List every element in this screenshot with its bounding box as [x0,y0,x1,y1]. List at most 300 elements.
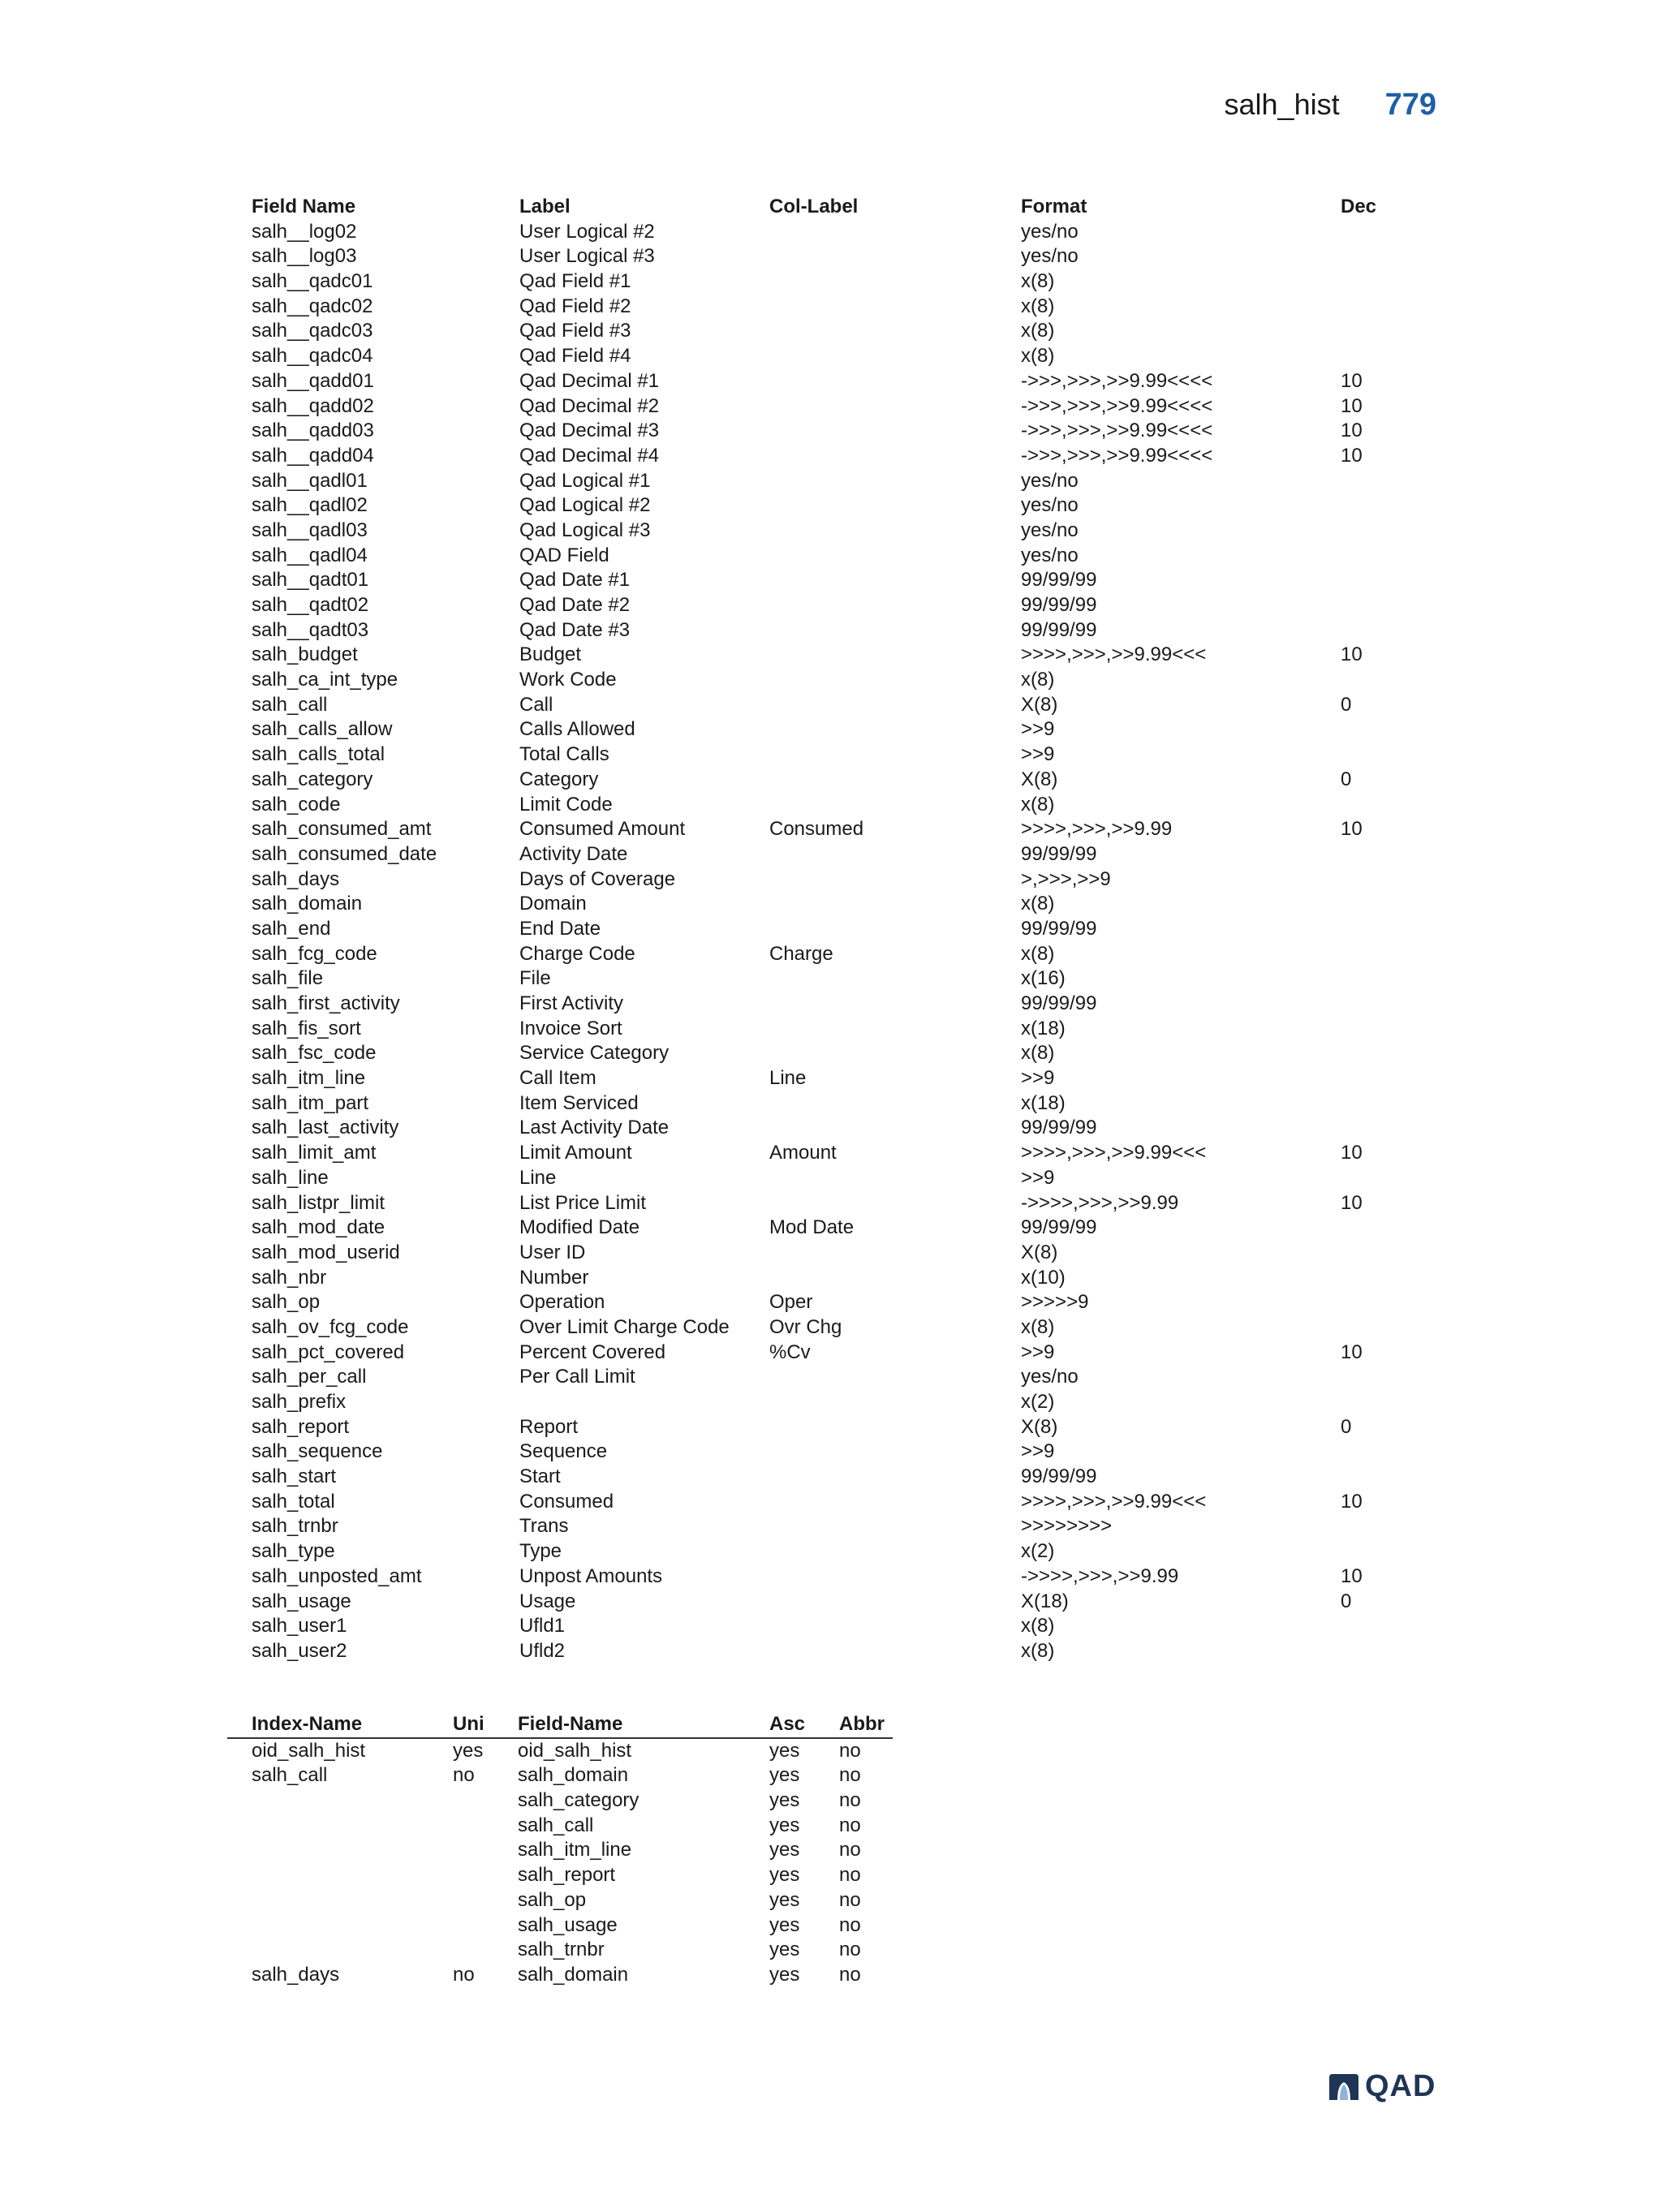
format-cell: >>9 [1021,718,1055,741]
asc-cell: yes [769,1913,800,1936]
index-table-header [227,1712,893,1739]
field-name-cell: salh__log02 [252,220,357,243]
field-name-cell: salh__qadc04 [252,345,373,368]
format-cell: ->>>,>>>,>>9.99<<<< [1021,444,1213,467]
index-field-cell: salh_itm_line [518,1839,632,1861]
index-row [227,1938,893,1963]
field-name-cell: salh__qadl04 [252,544,368,566]
format-cell: x(8) [1021,893,1055,915]
field-name-cell: salh_user1 [252,1615,347,1637]
label-cell: Usage [519,1590,576,1612]
dec-cell: 10 [1341,369,1363,392]
format-cell: 99/99/99 [1021,1216,1097,1239]
format-cell: >,>>>,>>9 [1021,867,1111,890]
index-row [227,1763,893,1788]
field-row [252,892,1428,917]
field-row [252,643,1428,668]
uni-cell: yes [453,1739,484,1762]
index-row [227,1863,893,1888]
format-cell: >>>>>9 [1021,1291,1089,1314]
field-name-cell: salh_category [252,768,373,790]
format-cell: >>9 [1021,1341,1055,1363]
field-name-cell: salh_mod_date [252,1216,385,1239]
field-row [252,1614,1428,1639]
label-cell: Qad Decimal #4 [519,444,660,467]
field-row [252,793,1428,818]
field-row [252,593,1428,618]
label-cell: Unpost Amounts [519,1564,663,1587]
format-cell: >>>>,>>>,>>9.99<<< [1021,1490,1207,1513]
format-cell: yes/no [1021,469,1079,492]
label-cell: User Logical #2 [519,220,655,243]
label-cell: Sequence [519,1440,608,1463]
label-cell: Activity Date [519,842,628,865]
field-row [252,668,1428,693]
label-cell: Over Limit Charge Code [519,1315,730,1338]
label-cell: Days of Coverage [519,867,676,890]
field-row [252,867,1428,893]
field-row [252,966,1428,992]
index-name-cell: oid_salh_hist [252,1739,366,1762]
dec-cell: 10 [1341,1341,1363,1363]
col-label-cell: Charge [769,942,833,965]
format-cell: x(2) [1021,1391,1055,1413]
field-row [252,1390,1428,1415]
field-row [252,220,1428,245]
field-row [252,1216,1428,1241]
field-name-cell: salh_report [252,1415,350,1438]
format-cell: x(8) [1021,270,1055,293]
field-name-cell: salh__qadd04 [252,444,374,467]
field-name-cell: salh_limit_amt [252,1142,377,1164]
uni-cell: no [453,1764,475,1787]
uni-cell: no [453,1963,475,1986]
field-name-cell: salh_code [252,793,341,816]
field-row [252,1639,1428,1664]
label-cell: Qad Decimal #3 [519,420,660,442]
format-cell: X(8) [1021,1241,1058,1263]
field-name-cell: salh_sequence [252,1440,383,1463]
field-name-cell: salh_file [252,967,324,990]
field-name-cell: salh_type [252,1540,335,1563]
index-field-cell: salh_report [518,1864,616,1887]
label-cell: Item Serviced [519,1091,639,1114]
abbr-cell: no [839,1963,861,1986]
field-name-cell: salh__qadl02 [252,494,368,517]
index-row [227,1814,893,1839]
format-cell: x(8) [1021,942,1055,965]
field-name-cell: salh__qadt01 [252,569,369,592]
format-cell: 99/99/99 [1021,1117,1097,1139]
header-label: Label [519,196,571,217]
label-cell: Percent Covered [519,1341,666,1363]
field-row [252,344,1428,369]
label-cell: Type [519,1540,562,1563]
field-row [252,369,1428,394]
field-row [252,1141,1428,1166]
index-table [227,1712,893,1988]
field-row [252,319,1428,344]
qad-logo [1328,2069,1436,2104]
field-row [252,768,1428,793]
abbr-cell: no [839,1939,861,1961]
field-row [252,568,1428,593]
field-table-header [252,195,1428,220]
format-cell: X(8) [1021,1415,1058,1438]
format-cell: yes/no [1021,494,1079,517]
abbr-cell: no [839,1913,861,1936]
field-row [252,942,1428,967]
format-cell: x(8) [1021,1639,1055,1662]
field-name-cell: salh_user2 [252,1639,347,1662]
label-cell: Qad Date #1 [519,569,631,592]
index-field-cell: salh_domain [518,1963,629,1986]
field-name-cell: salh_first_activity [252,992,400,1014]
format-cell: x(8) [1021,1615,1055,1637]
field-name-cell: salh__qadc02 [252,295,373,317]
format-cell: x(8) [1021,320,1055,342]
field-name-cell: salh_consumed_amt [252,818,432,841]
field-row [252,544,1428,569]
field-row [252,1341,1428,1366]
field-name-cell: salh_call [252,693,328,716]
label-cell: Qad Logical #2 [519,494,651,517]
field-row [252,295,1428,320]
dec-cell: 10 [1341,394,1363,417]
format-cell: ->>>,>>>,>>9.99<<<< [1021,394,1213,417]
label-cell: Consumed Amount [519,818,686,841]
col-label-cell: Oper [769,1291,813,1314]
field-name-cell: salh_fis_sort [252,1017,361,1039]
col-label-cell: Consumed [769,818,864,841]
label-cell: Qad Decimal #1 [519,369,660,392]
asc-cell: yes [769,1939,800,1961]
field-row [252,742,1428,768]
field-name-cell: salh__qadc03 [252,320,373,342]
format-cell: x(16) [1021,967,1066,990]
field-row [252,1116,1428,1141]
index-row [227,1888,893,1913]
header-index-name: Index-Name [252,1713,363,1735]
label-cell: First Activity [519,992,624,1014]
label-cell: Qad Date #2 [519,594,631,616]
header-dec: Dec [1341,196,1377,217]
index-field-cell: salh_category [518,1789,639,1812]
format-cell: >>9 [1021,1067,1055,1090]
abbr-cell: no [839,1764,861,1787]
field-row [252,842,1428,867]
format-cell: x(18) [1021,1091,1066,1114]
field-row [252,493,1428,519]
label-cell: Calls Allowed [519,718,635,741]
format-cell: >>9 [1021,1440,1055,1463]
format-cell: 99/99/99 [1021,1465,1097,1488]
col-label-cell: Mod Date [769,1216,855,1239]
field-name-cell: salh_ca_int_type [252,669,398,691]
header-field-name: Field Name [252,196,356,217]
col-label-cell: Amount [769,1142,837,1164]
label-cell: Modified Date [519,1216,640,1239]
label-cell: Call Item [519,1067,596,1090]
field-row [252,244,1428,269]
field-row [252,1465,1428,1490]
dec-cell: 0 [1341,1415,1352,1438]
index-field-cell: oid_salh_hist [518,1739,632,1762]
header-uni: Uni [453,1713,484,1735]
label-cell: Qad Field #1 [519,270,631,293]
label-cell: Ufld2 [519,1639,566,1662]
field-row [252,1514,1428,1539]
abbr-cell: no [839,1888,861,1911]
asc-cell: yes [769,1963,800,1986]
field-row [252,1440,1428,1465]
label-cell: Invoice Sort [519,1017,622,1039]
header-col-label: Col-Label [769,196,859,217]
field-name-cell: salh_op [252,1291,321,1314]
field-name-cell: salh_end [252,917,331,940]
format-cell: yes/no [1021,245,1079,268]
format-cell: ->>>,>>>,>>9.99<<<< [1021,369,1213,392]
field-name-cell: salh_listpr_limit [252,1191,385,1214]
page-header [1225,88,1437,128]
field-row [252,1315,1428,1341]
format-cell: x(8) [1021,1042,1055,1065]
dec-cell: 10 [1341,818,1363,841]
index-row [227,1739,893,1764]
format-cell: ->>>,>>>,>>9.99<<<< [1021,420,1213,442]
field-row [252,1590,1428,1615]
field-table [252,195,1428,1664]
label-cell: Qad Logical #1 [519,469,651,492]
field-row [252,1564,1428,1590]
field-name-cell: salh_trnbr [252,1515,338,1538]
abbr-cell: no [839,1814,861,1836]
header-index-field-name: Field-Name [518,1713,623,1735]
logo-text: QAD [1365,2069,1436,2103]
label-cell: End Date [519,917,601,940]
field-name-cell: salh_itm_line [252,1067,366,1090]
index-name-cell: salh_call [252,1764,328,1787]
field-row [252,1241,1428,1266]
label-cell: Operation [519,1291,605,1314]
label-cell: Service Category [519,1042,670,1065]
abbr-cell: no [839,1839,861,1861]
label-cell: Total Calls [519,743,609,766]
dec-cell: 10 [1341,444,1363,467]
asc-cell: yes [769,1814,800,1836]
field-name-cell: salh__log03 [252,245,357,268]
field-name-cell: salh__qadd02 [252,394,374,417]
label-cell: Ufld1 [519,1615,566,1637]
field-row [252,1017,1428,1042]
label-cell: Call [519,693,553,716]
field-row [252,992,1428,1017]
field-name-cell: salh_last_activity [252,1117,399,1139]
label-cell: Qad Logical #3 [519,519,651,541]
field-name-cell: salh__qadt02 [252,594,369,616]
format-cell: 99/99/99 [1021,842,1097,865]
asc-cell: yes [769,1739,800,1762]
label-cell: File [519,967,551,990]
format-cell: >>>>,>>>,>>9.99 [1021,818,1173,841]
field-name-cell: salh_itm_part [252,1091,369,1114]
label-cell: QAD Field [519,544,609,566]
label-cell: Qad Field #4 [519,345,631,368]
dec-cell: 0 [1341,693,1352,716]
asc-cell: yes [769,1888,800,1911]
format-cell: x(8) [1021,295,1055,317]
field-name-cell: salh_consumed_date [252,842,437,865]
field-name-cell: salh_start [252,1465,337,1488]
format-cell: yes/no [1021,220,1079,243]
asc-cell: yes [769,1864,800,1887]
field-row [252,917,1428,942]
label-cell: Work Code [519,669,617,691]
field-name-cell: salh_ov_fcg_code [252,1315,409,1338]
label-cell: Last Activity Date [519,1117,670,1139]
field-row [252,519,1428,544]
format-cell: X(18) [1021,1590,1069,1612]
dec-cell: 10 [1341,643,1363,666]
field-name-cell: salh__qadt03 [252,618,369,641]
field-name-cell: salh__qadl01 [252,469,368,492]
field-row [252,1041,1428,1066]
format-cell: >>9 [1021,1166,1055,1189]
field-name-cell: salh_fcg_code [252,942,377,965]
header-asc: Asc [769,1713,806,1735]
field-name-cell: salh_pct_covered [252,1341,405,1363]
field-name-cell: salh_per_call [252,1366,367,1388]
header-format: Format [1021,196,1087,217]
field-row [252,1066,1428,1091]
dec-cell: 0 [1341,1590,1352,1612]
index-field-cell: salh_domain [518,1764,629,1787]
index-field-cell: salh_op [518,1888,587,1911]
format-cell: yes/no [1021,519,1079,541]
field-row [252,1365,1428,1390]
asc-cell: yes [769,1789,800,1812]
field-row [252,1266,1428,1291]
field-row [252,817,1428,842]
field-name-cell: salh_budget [252,643,358,666]
label-cell: Number [519,1266,589,1289]
label-cell: Per Call Limit [519,1366,635,1388]
label-cell: Trans [519,1515,569,1538]
field-name-cell: salh__qadl03 [252,519,368,541]
format-cell: 99/99/99 [1021,594,1097,616]
format-cell: 99/99/99 [1021,618,1097,641]
index-name-cell: salh_days [252,1963,340,1986]
field-row [252,394,1428,420]
qad-logo-icon [1328,2071,1360,2103]
dec-cell: 0 [1341,768,1352,790]
field-row [252,717,1428,742]
field-name-cell: salh_calls_allow [252,718,393,741]
field-name-cell: salh_domain [252,893,363,915]
format-cell: 99/99/99 [1021,992,1097,1014]
field-row [252,618,1428,643]
col-label-cell: Ovr Chg [769,1315,842,1338]
abbr-cell: no [839,1864,861,1887]
format-cell: yes/no [1021,544,1079,566]
format-cell: >>>>,>>>,>>9.99<<< [1021,643,1207,666]
index-field-cell: salh_trnbr [518,1939,605,1961]
field-name-cell: salh_days [252,867,340,890]
field-name-cell: salh_line [252,1166,329,1189]
field-name-cell: salh__qadd01 [252,369,374,392]
page-number: 779 [1384,88,1436,122]
index-row [227,1963,893,1988]
dec-cell: 10 [1341,1564,1363,1587]
field-name-cell: salh_mod_userid [252,1241,400,1263]
index-row [227,1838,893,1863]
col-label-cell: Line [769,1067,807,1090]
format-cell: x(8) [1021,793,1055,816]
format-cell: ->>>>,>>>,>>9.99 [1021,1564,1179,1587]
dec-cell: 10 [1341,1191,1363,1214]
dec-cell: 10 [1341,1490,1363,1513]
field-name-cell: salh_fsc_code [252,1042,377,1065]
label-cell: Domain [519,893,587,915]
field-row [252,1091,1428,1117]
format-cell: >>>>,>>>,>>9.99<<< [1021,1142,1207,1164]
field-name-cell: salh__qadc01 [252,270,373,293]
field-name-cell: salh_nbr [252,1266,327,1289]
field-row [252,1290,1428,1315]
label-cell: User Logical #3 [519,245,655,268]
col-label-cell: %Cv [769,1341,811,1363]
field-row [252,1490,1428,1515]
label-cell: Report [519,1415,579,1438]
field-name-cell: salh_prefix [252,1391,347,1413]
field-name-cell: salh_usage [252,1590,351,1612]
field-row [252,419,1428,444]
field-row [252,1415,1428,1440]
label-cell: List Price Limit [519,1191,647,1214]
field-row [252,1539,1428,1564]
asc-cell: yes [769,1839,800,1861]
format-cell: yes/no [1021,1366,1079,1388]
format-cell: X(8) [1021,693,1058,716]
field-name-cell: salh_total [252,1490,335,1513]
asc-cell: yes [769,1764,800,1787]
field-row [252,1166,1428,1191]
header-table-name: salh_hist [1224,88,1340,121]
format-cell: x(8) [1021,345,1055,368]
label-cell: Charge Code [519,942,635,965]
field-row [252,469,1428,494]
format-cell: >>>>>>>> [1021,1515,1113,1538]
field-name-cell: salh_calls_total [252,743,385,766]
dec-cell: 10 [1341,420,1363,442]
abbr-cell: no [839,1739,861,1762]
index-row [227,1788,893,1814]
label-cell: User ID [519,1241,586,1263]
label-cell: Line [519,1166,557,1189]
format-cell: ->>>>,>>>,>>9.99 [1021,1191,1179,1214]
abbr-cell: no [839,1789,861,1812]
format-cell: x(8) [1021,1315,1055,1338]
label-cell: Qad Date #3 [519,618,631,641]
field-row [252,1191,1428,1216]
index-field-cell: salh_usage [518,1913,618,1936]
label-cell: Limit Code [519,793,613,816]
field-row [252,444,1428,469]
dec-cell: 10 [1341,1142,1363,1164]
index-row [227,1913,893,1939]
format-cell: 99/99/99 [1021,917,1097,940]
field-row [252,693,1428,718]
